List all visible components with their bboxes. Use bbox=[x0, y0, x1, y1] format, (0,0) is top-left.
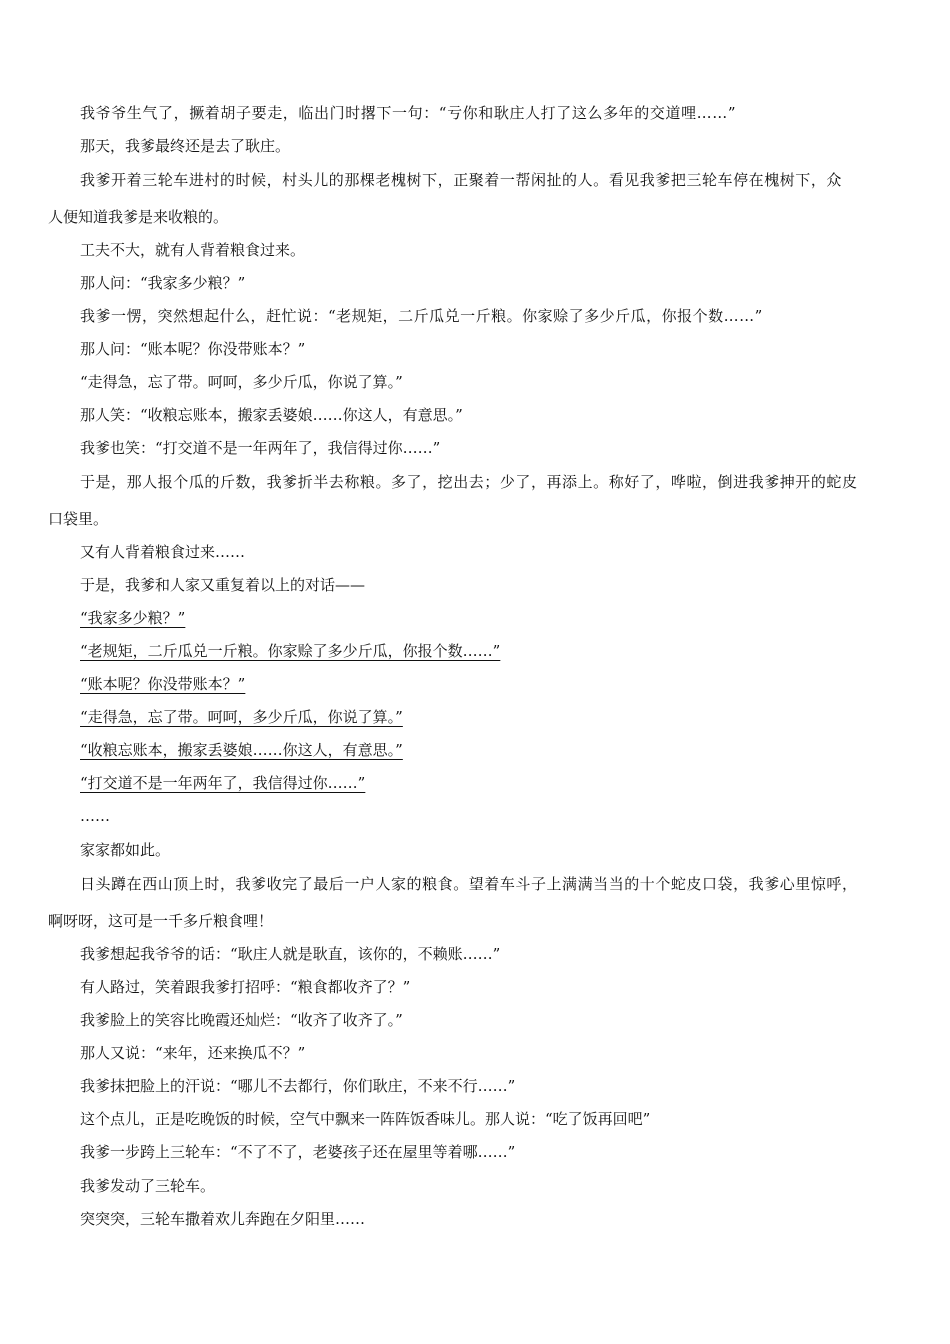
paragraph-line: “走得急，忘了带。呵呵，多少斤瓜，你说了算。” bbox=[80, 373, 403, 391]
paragraph-line: 工夫不大，就有人背着粮食过来。 bbox=[80, 241, 306, 259]
paragraph-line: 人便知道我爹是来收粮的。 bbox=[48, 208, 229, 226]
paragraph-line: 我爹想起我爷爷的话：“耿庄人就是耿直，该你的，不赖账……” bbox=[80, 945, 501, 963]
paragraph-line: 我爷爷生气了，撅着胡子要走，临出门时撂下一句：“亏你和耿庄人打了这么多年的交道哩……” bbox=[80, 104, 737, 122]
paragraph-line: 突突突，三轮车撒着欢儿奔跑在夕阳里…… bbox=[80, 1210, 366, 1228]
paragraph-line: 我爹开着三轮车进村的时候，村头儿的那棵老槐树下，正聚着一帮闲扯的人。看见我爹把三轮车停在槐树下，众 bbox=[80, 171, 842, 189]
paragraph-line: 那人笑：“收粮忘账本，搬家丢婆娘……你这人，有意思。” bbox=[80, 406, 463, 424]
paragraph-line: 那天，我爹最终还是去了耿庄。 bbox=[80, 137, 291, 155]
paragraph-line: 于是，我爹和人家又重复着以上的对话—— bbox=[80, 576, 366, 594]
underlined-dialogue-line: “收粮忘账本，搬家丢婆娘……你这人，有意思。” bbox=[80, 741, 403, 759]
paragraph-line: 口袋里。 bbox=[48, 510, 109, 528]
paragraph-line: 那人问：“账本呢？你没带账本？” bbox=[80, 340, 306, 358]
paragraph-line: 又有人背着粮食过来…… bbox=[80, 543, 246, 561]
paragraph-line: 那人问：“我家多少粮？” bbox=[80, 274, 246, 292]
paragraph-line: 日头蹲在西山顶上时，我爹收完了最后一户人家的粮食。望着车斗子上满满当当的十个蛇皮口袋，我爹心里惊呼， bbox=[80, 875, 858, 893]
paragraph-line: 于是，那人报个瓜的斤数，我爹折半去称粮。多了，挖出去；少了，再添上。称好了，哗啦，倒进我爹抻开的蛇皮 bbox=[80, 473, 858, 491]
paragraph-line: 这个点儿，正是吃晚饭的时候，空气中飘来一阵阵饭香味儿。那人说：“吃了饭再回吧” bbox=[80, 1110, 651, 1128]
paragraph-line: 那人又说：“来年，还来换瓜不？” bbox=[80, 1044, 306, 1062]
paragraph-line: 啊呀呀，这可是一千多斤粮食哩！ bbox=[48, 912, 274, 930]
ellipsis-line: …… bbox=[80, 807, 110, 825]
paragraph-line: 家家都如此。 bbox=[80, 841, 171, 859]
underlined-dialogue-line: “走得急，忘了带。呵呵，多少斤瓜，你说了算。” bbox=[80, 708, 403, 726]
paragraph-line: 有人路过，笑着跟我爹打招呼：“粮食都收齐了？” bbox=[80, 978, 411, 996]
paragraph-line: 我爹脸上的笑容比晚霞还灿烂：“收齐了收齐了。” bbox=[80, 1011, 403, 1029]
underlined-dialogue-line: “我家多少粮？” bbox=[80, 609, 186, 627]
underlined-dialogue-line: “打交道不是一年两年了，我信得过你……” bbox=[80, 774, 366, 792]
underlined-dialogue-line: “账本呢？你没带账本？” bbox=[80, 675, 246, 693]
paragraph-line: 我爹发动了三轮车。 bbox=[80, 1177, 216, 1195]
paragraph-line: 我爹一步跨上三轮车：“不了不了，老婆孩子还在屋里等着哪……” bbox=[80, 1143, 516, 1161]
underlined-dialogue-line: “老规矩，二斤瓜兑一斤粮。你家赊了多少斤瓜，你报个数……” bbox=[80, 642, 501, 660]
paragraph-line: 我爹也笑：“打交道不是一年两年了，我信得过你……” bbox=[80, 439, 441, 457]
paragraph-line: 我爹一愣，突然想起什么，赶忙说：“老规矩，二斤瓜兑一斤粮。你家赊了多少斤瓜，你报个数……” bbox=[80, 307, 763, 325]
paragraph-line: 我爹抹把脸上的汗说：“哪儿不去都行，你们耿庄，不来不行……” bbox=[80, 1077, 516, 1095]
